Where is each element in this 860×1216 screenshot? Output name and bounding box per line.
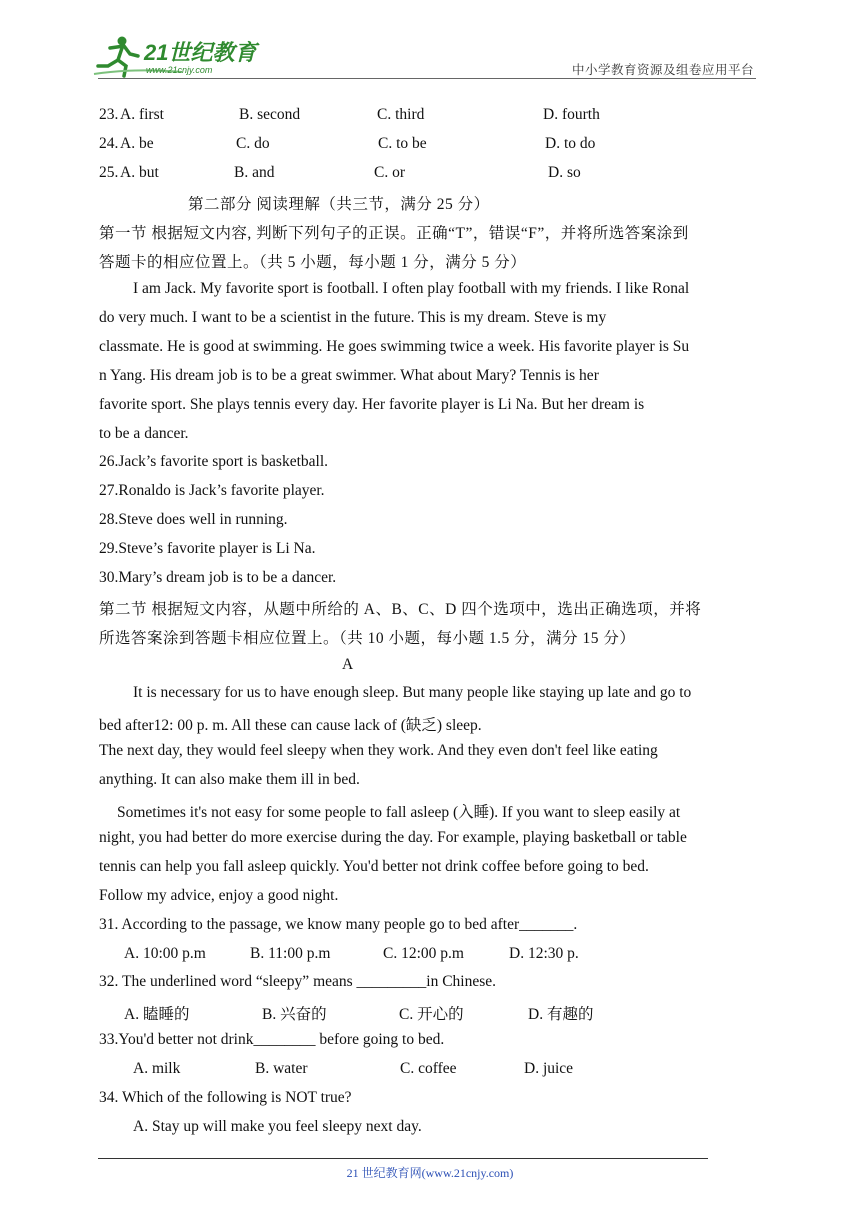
option-b: B. 11:00 p.m <box>250 945 331 962</box>
option-b: C. do <box>236 135 270 152</box>
footer-link[interactable]: 21 世纪教育网(www.21cnjy.com) <box>346 1166 514 1180</box>
svg-text:21世纪教育: 21世纪教育 <box>144 40 257 65</box>
part2-title: 第二部分 阅读理解（共三节，满分 25 分） <box>188 196 490 213</box>
passage-line: I am Jack. My favorite sport is football. I often play football with my friends. I like Ronal <box>133 280 690 297</box>
question-stem: 32. The underlined word “sleepy” means _________in Chinese. <box>99 973 497 990</box>
passage-line: anything. It can also make them ill in bed. <box>99 771 360 788</box>
footer-divider <box>98 1158 708 1159</box>
passage-line: do very much. I want to be a scientist in the future. This is my dream. Steve is my <box>99 309 607 326</box>
statement-27: 27.Ronaldo is Jack’s favorite player. <box>99 482 325 499</box>
section1-instructions: 第一节 根据短文内容, 判断下列句子的正误。正确“T”，错误“F”，并将所选答案涂到 <box>99 225 689 242</box>
section2-instructions-cont: 所选答案涂到答题卡相应位置上。（共 10 小题，每小题 1.5 分，满分 15 分） <box>99 630 636 647</box>
passage-line: favorite sport. She plays tennis every day. Her favorite player is Li Na. But her dream is <box>99 396 645 413</box>
option-d: D. 12:30 p. <box>509 945 579 962</box>
option-a: A. 瞌睡的 <box>124 1006 190 1023</box>
passage-line: It is necessary for us to have enough sleep. But many people like staying up late and go to <box>133 684 692 701</box>
passage-line: tennis can help you fall asleep quickly. You'd better not drink coffee before going to bed. <box>99 858 649 875</box>
statement-30: 30.Mary’s dream job is to be a dancer. <box>99 569 337 586</box>
svg-text:www.21cnjy.com: www.21cnjy.com <box>146 65 213 75</box>
site-logo <box>92 32 262 80</box>
option-a: A. first <box>120 106 164 123</box>
option-b: B. second <box>239 106 301 123</box>
option-c: C. 开心的 <box>399 1006 464 1023</box>
option-b: B. and <box>234 164 275 181</box>
statement-26: 26.Jack’s favorite sport is basketball. <box>99 453 329 470</box>
passage-line: to be a dancer. <box>99 425 189 442</box>
option-c: C. coffee <box>400 1060 457 1077</box>
option-c: C. 12:00 p.m <box>383 945 464 962</box>
passage-line: night, you had better do more exercise during the day. For example, playing basketball or table <box>99 829 687 846</box>
question-stem: 33.You'd better not drink________ before going to bed. <box>99 1031 445 1048</box>
question-stem: 34. Which of the following is NOT true? <box>99 1089 352 1106</box>
passage-line: classmate. He is good at swimming. He goes swimming twice a week. His favorite player is Su <box>99 338 690 355</box>
option-c: C. or <box>374 164 405 181</box>
passage-label: A <box>342 656 354 673</box>
option-a: A. be <box>120 135 154 152</box>
section1-instructions-cont: 答题卡的相应位置上。（共 5 小题，每小题 1 分，满分 5 分） <box>99 254 527 271</box>
statement-28: 28.Steve does well in running. <box>99 511 288 528</box>
option-c: C. third <box>377 106 425 123</box>
option-d: D. 有趣的 <box>528 1006 594 1023</box>
passage-line: bed after12: 00 p. m. All these can cause lack of (缺乏) sleep. <box>99 717 482 734</box>
option-c: C. to be <box>378 135 427 152</box>
option-d: D. so <box>548 164 581 181</box>
section2-instructions: 第二节 根据短文内容，从题中所给的 A、B、C、D 四个选项中，选出正确选项，并将 <box>99 601 702 618</box>
passage-line: Sometimes it's not easy for some people to fall asleep (入睡). If you want to sleep easily at <box>117 804 681 821</box>
option-d: D. to do <box>545 135 596 152</box>
passage-line: Follow my advice, enjoy a good night. <box>99 887 339 904</box>
option-a: A. milk <box>133 1060 181 1077</box>
option-b: B. water <box>255 1060 308 1077</box>
passage-line: n Yang. His dream job is to be a great swimmer. What about Mary? Tennis is her <box>99 367 599 384</box>
option-a: A. 10:00 p.m <box>124 945 206 962</box>
passage-line: The next day, they would feel sleepy when they work. And they even don't feel like eating <box>99 742 658 759</box>
option-b: B. 兴奋的 <box>262 1006 327 1023</box>
option-a: A. but <box>120 164 159 181</box>
option-d: D. juice <box>524 1060 574 1077</box>
header-divider <box>98 78 756 79</box>
question-stem: 31. According to the passage, we know many people go to bed after_______. <box>99 916 578 933</box>
statement-29: 29.Steve’s favorite player is Li Na. <box>99 540 316 557</box>
platform-title: 中小学教育资源及组卷应用平台 <box>571 63 754 77</box>
option-d: D. fourth <box>543 106 600 123</box>
option-a: A. Stay up will make you feel sleepy next day. <box>133 1118 422 1135</box>
